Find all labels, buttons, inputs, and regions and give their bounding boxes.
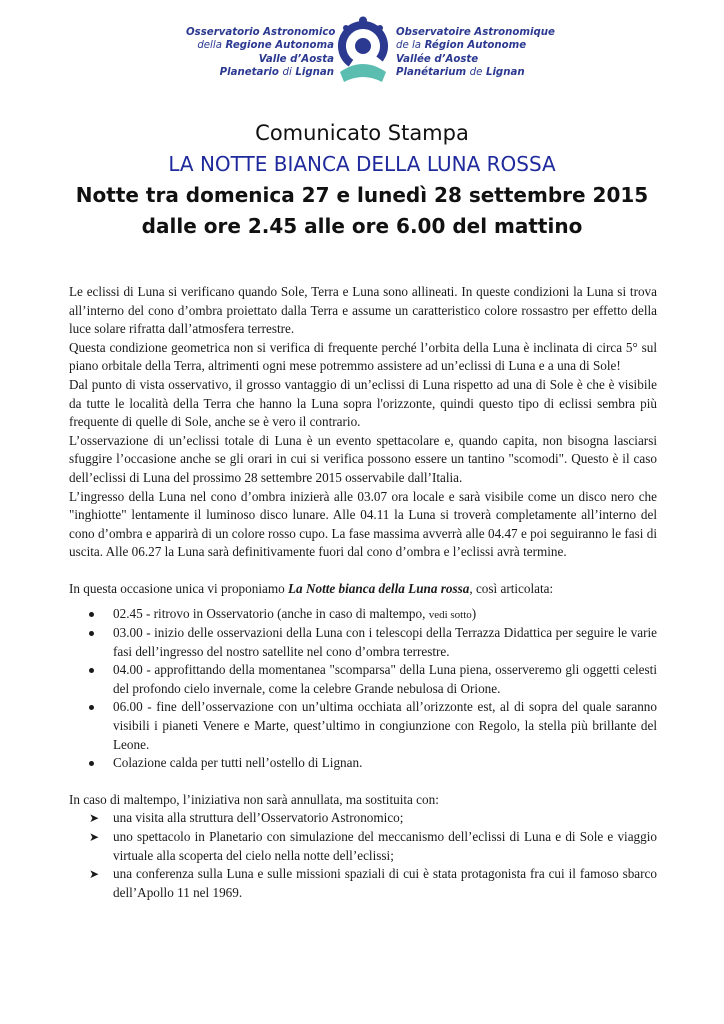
program-item-text: 03.00 - inizio delle osservazioni della Luna con i telescopi della Terrazza Didattica per seguire le varie fasi dell’ingresso del nostro satellite nel cono d’ombra terrestre. [113, 625, 657, 659]
list-item [69, 809, 657, 828]
paragraph: L’ingresso della Luna nel cono d’ombra inizierà alle 03.07 ora locale e sarà visibile come un disco nero che "inghiotte" lentamente il luminoso disco lunare. Alle 04.11 la Luna si troverà completamente all’interno del cono d’ombra e apparirà di un colore rosso cupo. La fase massima avverrà alle 04.47 e poi seguiranno le fasi di uscita. Alle 06.27 la Luna sarà definitivamente fuori dal cono d’ombra e l’eclissi avrà termine. [69, 488, 657, 560]
program-item-text: ) [471, 605, 477, 621]
logo-line-part: Lignan [485, 67, 525, 79]
document-label: Comunicato Stampa [255, 121, 469, 145]
bad-weather-intro: In caso di maltempo, l’iniziativa non sarà annullata, ma sostituita con: [69, 791, 439, 807]
program-intro-text: , così articolata: [469, 580, 554, 596]
program-item-text: 02.45 - ritrovo in Osservatorio (anche in caso di maltempo, [113, 605, 429, 621]
logo-line: Valle d’Aosta [258, 53, 334, 65]
logo-line [396, 66, 556, 79]
alternative-text: una visita alla struttura dell’Osservatorio Astronomico; [113, 810, 404, 826]
logo-line [186, 39, 334, 52]
logo-line: Osservatorio Astronomico [186, 27, 336, 38]
bullet-icon [89, 631, 94, 636]
press-release-body [69, 283, 657, 902]
logo-line-part: di [282, 67, 292, 79]
list-item [69, 624, 657, 661]
paragraph: Dal punto di vista osservativo, il grosso vantaggio di un’eclissi di Luna rispetto ad una di Sole è che è visibile da tutte le località della Terra che hanno la Luna sopra l'orizzonte, quindi questo tipo di eclissi sembra più frequente di quelle di Sole, anche se è vero il contrario. [69, 376, 657, 430]
program-item-text: 06.00 - fine dell’osservazione con un’ultima occhiata all’orizzonte est, al di sopra del quale saranno visibili i pianeti Venere e Marte, quest’ultimo in congiunzione con Regolo, la stella più brillante del Leone. [113, 699, 657, 752]
logo-line [186, 66, 334, 79]
list-item [69, 698, 657, 754]
list-item [69, 754, 657, 773]
paragraph: L’osservazione di un’eclissi totale di Luna è un evento spettacolare e, quando capita, non bisogna lasciarsi sfuggire l’occasione anche se gli orari in cui si verifica possono essere un tantino "scomodi". Questo è il caso dell’eclissi di Luna del prossimo 28 settembre 2015 osservabile dall’Italia. [69, 432, 657, 485]
arrow-bullet-icon: ➤ [89, 867, 100, 882]
logo-text-french [396, 26, 556, 80]
logo-line: Vallée d’Aoste [396, 53, 479, 65]
logo-line-part: Regione Autonoma [225, 40, 334, 52]
logo-line-part: della [197, 40, 222, 52]
logo-line: Observatoire Astronomique [396, 27, 555, 38]
logo-line-part: de la [396, 40, 422, 52]
logo-line-part: de [469, 67, 483, 79]
alternative-text: una conferenza sulla Luna e sulle missioni spaziali di cui è stata protagonista fra cui il famoso sbarco dell’Apollo 11 nel 1969. [113, 866, 657, 900]
bullet-icon [89, 705, 94, 710]
program-item-note: vedi sotto [428, 608, 472, 621]
event-title: LA NOTTE BIANCA DELLA LUNA ROSSA [168, 152, 556, 176]
observatory-logo-icon [332, 16, 394, 86]
logo-line-part: Lignan [295, 67, 334, 79]
logo-line-part: Planétarium [396, 67, 467, 79]
list-item [69, 661, 657, 698]
program-item-text: Colazione calda per tutti nell’ostello di Lignan. [113, 755, 363, 771]
logo-line-part: Planetario [219, 67, 279, 79]
list-item [69, 865, 657, 902]
program-intro-event: La Notte bianca della Luna rossa [288, 580, 470, 596]
logo-line [396, 39, 556, 52]
event-date: Notte tra domenica 27 e lunedì 28 settembre 2015 [75, 183, 649, 207]
logo-text-italian [186, 26, 334, 80]
bullet-icon [89, 761, 94, 766]
program-intro-text: In questa occasione unica vi proponiamo [69, 580, 288, 596]
program-intro [69, 580, 657, 599]
alternative-text: uno spettacolo in Planetario con simulazione del meccanismo dell’eclissi di Luna e di Sole e viaggio virtuale alla scoperta del cielo nella notte dell’eclissi; [113, 829, 657, 863]
arrow-bullet-icon: ➤ [89, 830, 100, 845]
event-time: dalle ore 2.45 alle ore 6.00 del mattino [141, 214, 583, 238]
list-item [69, 828, 657, 865]
press-release-header [0, 118, 724, 242]
spacer [69, 773, 657, 791]
paragraph: Le eclissi di Luna si verificano quando Sole, Terra e Luna sono allineati. In queste condizioni la Luna si trova all’interno del cono d’ombra proiettato dalla Terra e assume un caratteristico colore rossastro per effetto della luce solare rifratta dall’atmosfera terrestre. [69, 284, 657, 337]
program-list [69, 605, 657, 773]
spacer [69, 562, 657, 580]
bullet-icon [89, 668, 94, 673]
paragraph: Questa condizione geometrica non si verifica di frequente perché l’orbita della Luna è inclinata di circa 5° sul piano orbitale della Terra, altrimenti ogni mese potremmo assistere ad un’eclissi di Luna e a una di Sole! [69, 339, 657, 374]
bullet-icon [89, 612, 94, 617]
arrow-bullet-icon: ➤ [89, 811, 100, 826]
program-item-text: 04.00 - approfittando della momentanea "scomparsa" della Luna piena, osserveremo gli oggetti celesti del profondo cielo invernale, come la celebre Grande nebulosa di Orione. [113, 662, 657, 696]
alternatives-list [69, 809, 657, 902]
list-item [69, 605, 657, 625]
logo-line-part: Région Autonome [424, 40, 527, 52]
